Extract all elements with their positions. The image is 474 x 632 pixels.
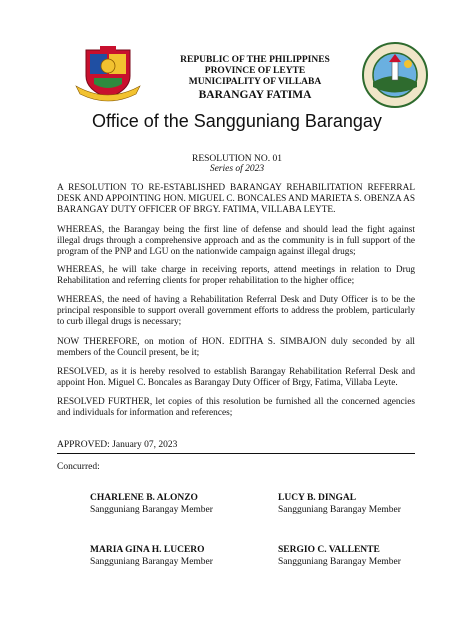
office-title: Office of the Sangguniang Barangay bbox=[92, 111, 382, 131]
signatory-block bbox=[278, 493, 401, 516]
header-barangay: BARANGAY FATIMA bbox=[198, 89, 312, 101]
resolved-further-paragraph: RESOLVED FURTHER, let copies of this resolution be furnished all the concerned agencies and individuals for information and references; bbox=[57, 397, 415, 418]
signatory-block bbox=[90, 545, 213, 568]
divider bbox=[57, 453, 415, 454]
concurred-label: Concurred: bbox=[57, 462, 100, 472]
resolution-number: RESOLUTION NO. 01 bbox=[192, 154, 282, 164]
signatory-name: MARIA GINA H. LUCERO bbox=[90, 545, 205, 555]
resolution-series: Series of 2023 bbox=[209, 164, 265, 174]
whereas-paragraph: WHEREAS, the Barangay being the first line of defense and should lead the fight against illegal drugs through a comprehensive approach and as the community is in full support of the program of the PNP and LGU on the nationwide campaign against illegal drugs; bbox=[57, 225, 415, 257]
signatory-role: Sangguniang Barangay Member bbox=[90, 504, 213, 515]
province-seal-icon bbox=[70, 46, 146, 102]
signatory-name: LUCY B. DINGAL bbox=[278, 493, 357, 503]
approved-date: APPROVED: January 07, 2023 bbox=[57, 440, 178, 450]
signatory-name: CHARLENE B. ALONZO bbox=[90, 493, 198, 503]
signatory-role: Sangguniang Barangay Member bbox=[90, 556, 213, 567]
signatory-role: Sangguniang Barangay Member bbox=[278, 504, 401, 515]
signatory-name: SERGIO C. VALLENTE bbox=[278, 545, 380, 555]
signatory-block bbox=[278, 545, 401, 568]
barangay-seal-icon bbox=[362, 42, 428, 108]
whereas-paragraph: WHEREAS, he will take charge in receiving reports, attend meetings in relation to Drug Rehabilitation and referring clients for proper rehabilitation to the higher office; bbox=[57, 265, 415, 286]
header-municipality: MUNICIPALITY OF VILLABA bbox=[188, 77, 322, 87]
signatory-role: Sangguniang Barangay Member bbox=[278, 556, 401, 567]
whereas-paragraph: WHEREAS, the need of having a Rehabilitation Referral Desk and Duty Officer is to be the principal responsible to support overall government efforts to address the problem, particularly to curb illegal drugs is necessary; bbox=[57, 295, 415, 327]
resolved-paragraph: RESOLVED, as it is hereby resolved to establish Barangay Rehabilitation Referral Desk and appoint Hon. Miguel C. Boncales as Barangay Duty Officer of Brgy, Fatima, Villaba Leyte. bbox=[57, 367, 415, 388]
header-province: PROVINCE OF LEYTE bbox=[204, 66, 306, 76]
resolution-title: A RESOLUTION TO RE-ESTABLISHED BARANGAY REHABILITATION REFERRAL DESK AND APPOINTING HON. MIGUEL C. BONCALES AND MARIETA S. OBENZA AS BARANGAY DUTY OFFICER OF BRGY. FATIMA, VILLABA LEYTE. bbox=[57, 183, 415, 215]
header-republic: REPUBLIC OF THE PHILIPPINES bbox=[180, 55, 330, 65]
now-therefore-paragraph: NOW THEREFORE, on motion of HON. EDITHA S. SIMBAJON duly seconded by all members of the Council present, be it; bbox=[57, 337, 415, 358]
signatory-block bbox=[90, 493, 213, 516]
